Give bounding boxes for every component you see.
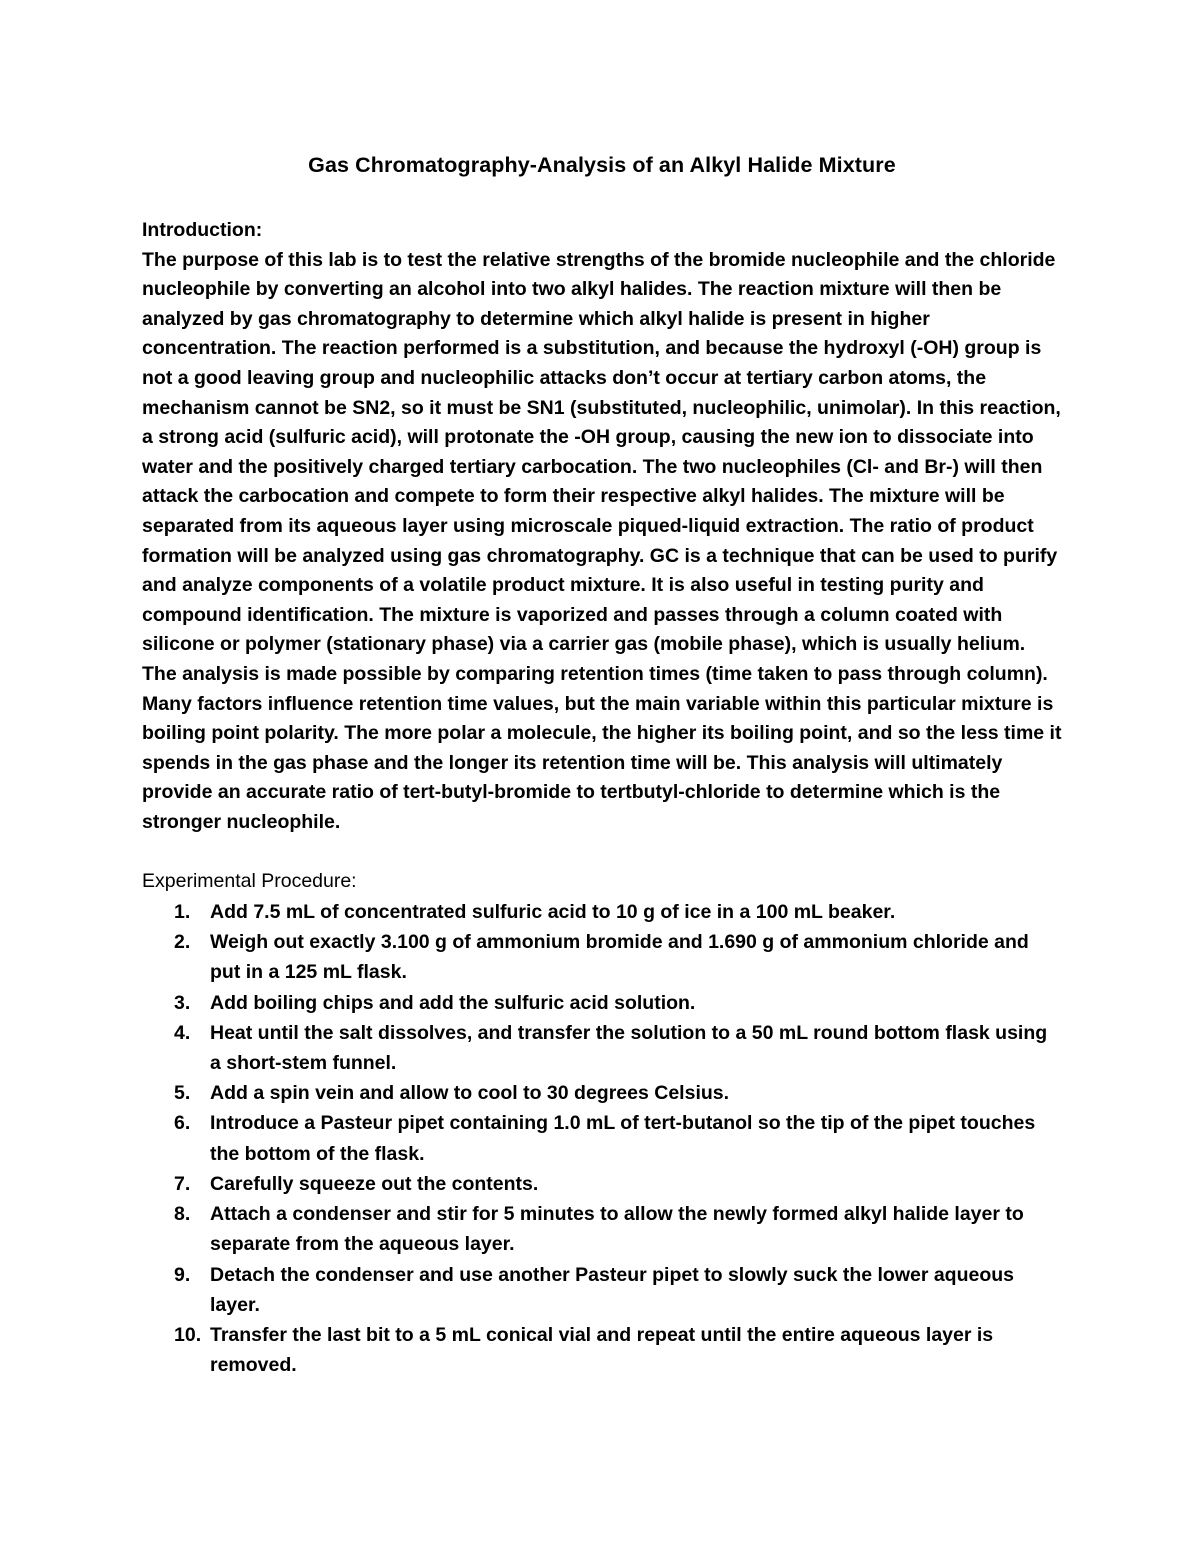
step-number: 5. [174,1082,191,1105]
procedure-steps-list [142,897,1062,1380]
step-number: 2. [174,931,191,954]
procedure-step [142,1260,1062,1320]
procedure-step [142,1320,1062,1380]
procedure-step [142,927,1062,987]
procedure-step [142,1018,1062,1078]
step-number: 10. [174,1323,202,1346]
step-text: Weigh out exactly 3.100 g of ammonium bromide and 1.690 g of ammonium chloride and put in a 125 mL flask. [210,931,1029,984]
procedure-step [142,897,1062,927]
introduction-heading: Introduction: [142,219,263,241]
document-title: Gas Chromatography-Analysis of an Alkyl Halide Mixture [308,153,896,177]
document-content [142,150,1062,1380]
step-number: 6. [174,1112,191,1135]
procedure-step [142,1108,1062,1168]
procedure-step [142,1078,1062,1108]
step-number: 8. [174,1203,191,1226]
procedure-step [142,1169,1062,1199]
step-text: Heat until the salt dissolves, and transfer the solution to a 50 mL round bottom flask using a short-stem funnel. [210,1021,1048,1075]
step-text: Introduce a Pasteur pipet containing 1.0 mL of tert-butanol so the tip of the pipet touches the bottom of the flask. [210,1112,1036,1165]
procedure-heading: Experimental Procedure: [142,870,357,893]
step-number: 3. [174,991,191,1014]
step-text: Transfer the last bit to a 5 mL conical vial and repeat until the entire aqueous layer is removed. [210,1323,994,1377]
procedure-step [142,988,1062,1018]
step-number: 1. [174,901,191,924]
step-text: Add a spin vein and allow to cool to 30 degrees Celsius. [210,1082,730,1105]
step-text: Add boiling chips and add the sulfuric acid solution. [210,991,696,1014]
step-number: 9. [174,1263,191,1286]
step-text: Detach the condenser and use another Pasteur pipet to slowly suck the lower aqueous layer. [210,1263,1015,1316]
step-text: Carefully squeeze out the contents. [210,1172,539,1195]
step-text: Attach a condenser and stir for 5 minutes to allow the newly formed alkyl halide layer to separate from the aqueous layer. [210,1203,1024,1256]
introduction-paragraph: The purpose of this lab is to test the relative strengths of the bromide nucleophile and the chloride nucleophile by converting an alcohol into two alkyl halides. The reaction mixture will then be analyzed by gas chromatography to determine which alkyl halide is present in higher concentration. The reaction performed is a substitution, and because the hydroxyl (-OH) group is not a good leaving group and nucleophilic attacks don’t occur at tertiary carbon atoms, the mechanism cannot be SN2, so it must be SN1 (substituted, nucleophilic, unimolar). In this reaction, a strong acid (sulfuric acid), will protonate the -OH group, causing the new ion to dissociate into water and the positively charged tertiary carbocation. The two nucleophiles (Cl- and Br-) will then attack the carbocation and compete to form their respective alkyl halides. The mixture will be separated from its aqueous layer using microscale piqued-liquid extraction. The ratio of product formation will be analyzed using gas chromatography. GC is a technique that can be used to purify and analyze components of a volatile product mixture. It is also useful in testing purity and compound identification. The mixture is vaporized and passes through a column coated with silicone or polymer (stationary phase) via a carrier gas (mobile phase), which is usually helium. The analysis is made possible by comparing retention times (time taken to pass through column). Many factors influence retention time values, but the main variable within this particular mixture is boiling point polarity. The more polar a molecule, the higher its boiling point, and so the less time it spends in the gas phase and the longer its retention time will be. This analysis will ultimately provide an accurate ratio of tert-butyl-bromide to tertbutyl-chloride to determine which is the stronger nucleophile. [142,248,1062,833]
procedure-step [142,1199,1062,1259]
step-number: 7. [174,1172,191,1195]
step-text: Add 7.5 mL of concentrated sulfuric acid to 10 g of ice in a 100 mL beaker. [210,901,896,924]
step-number: 4. [174,1021,191,1044]
